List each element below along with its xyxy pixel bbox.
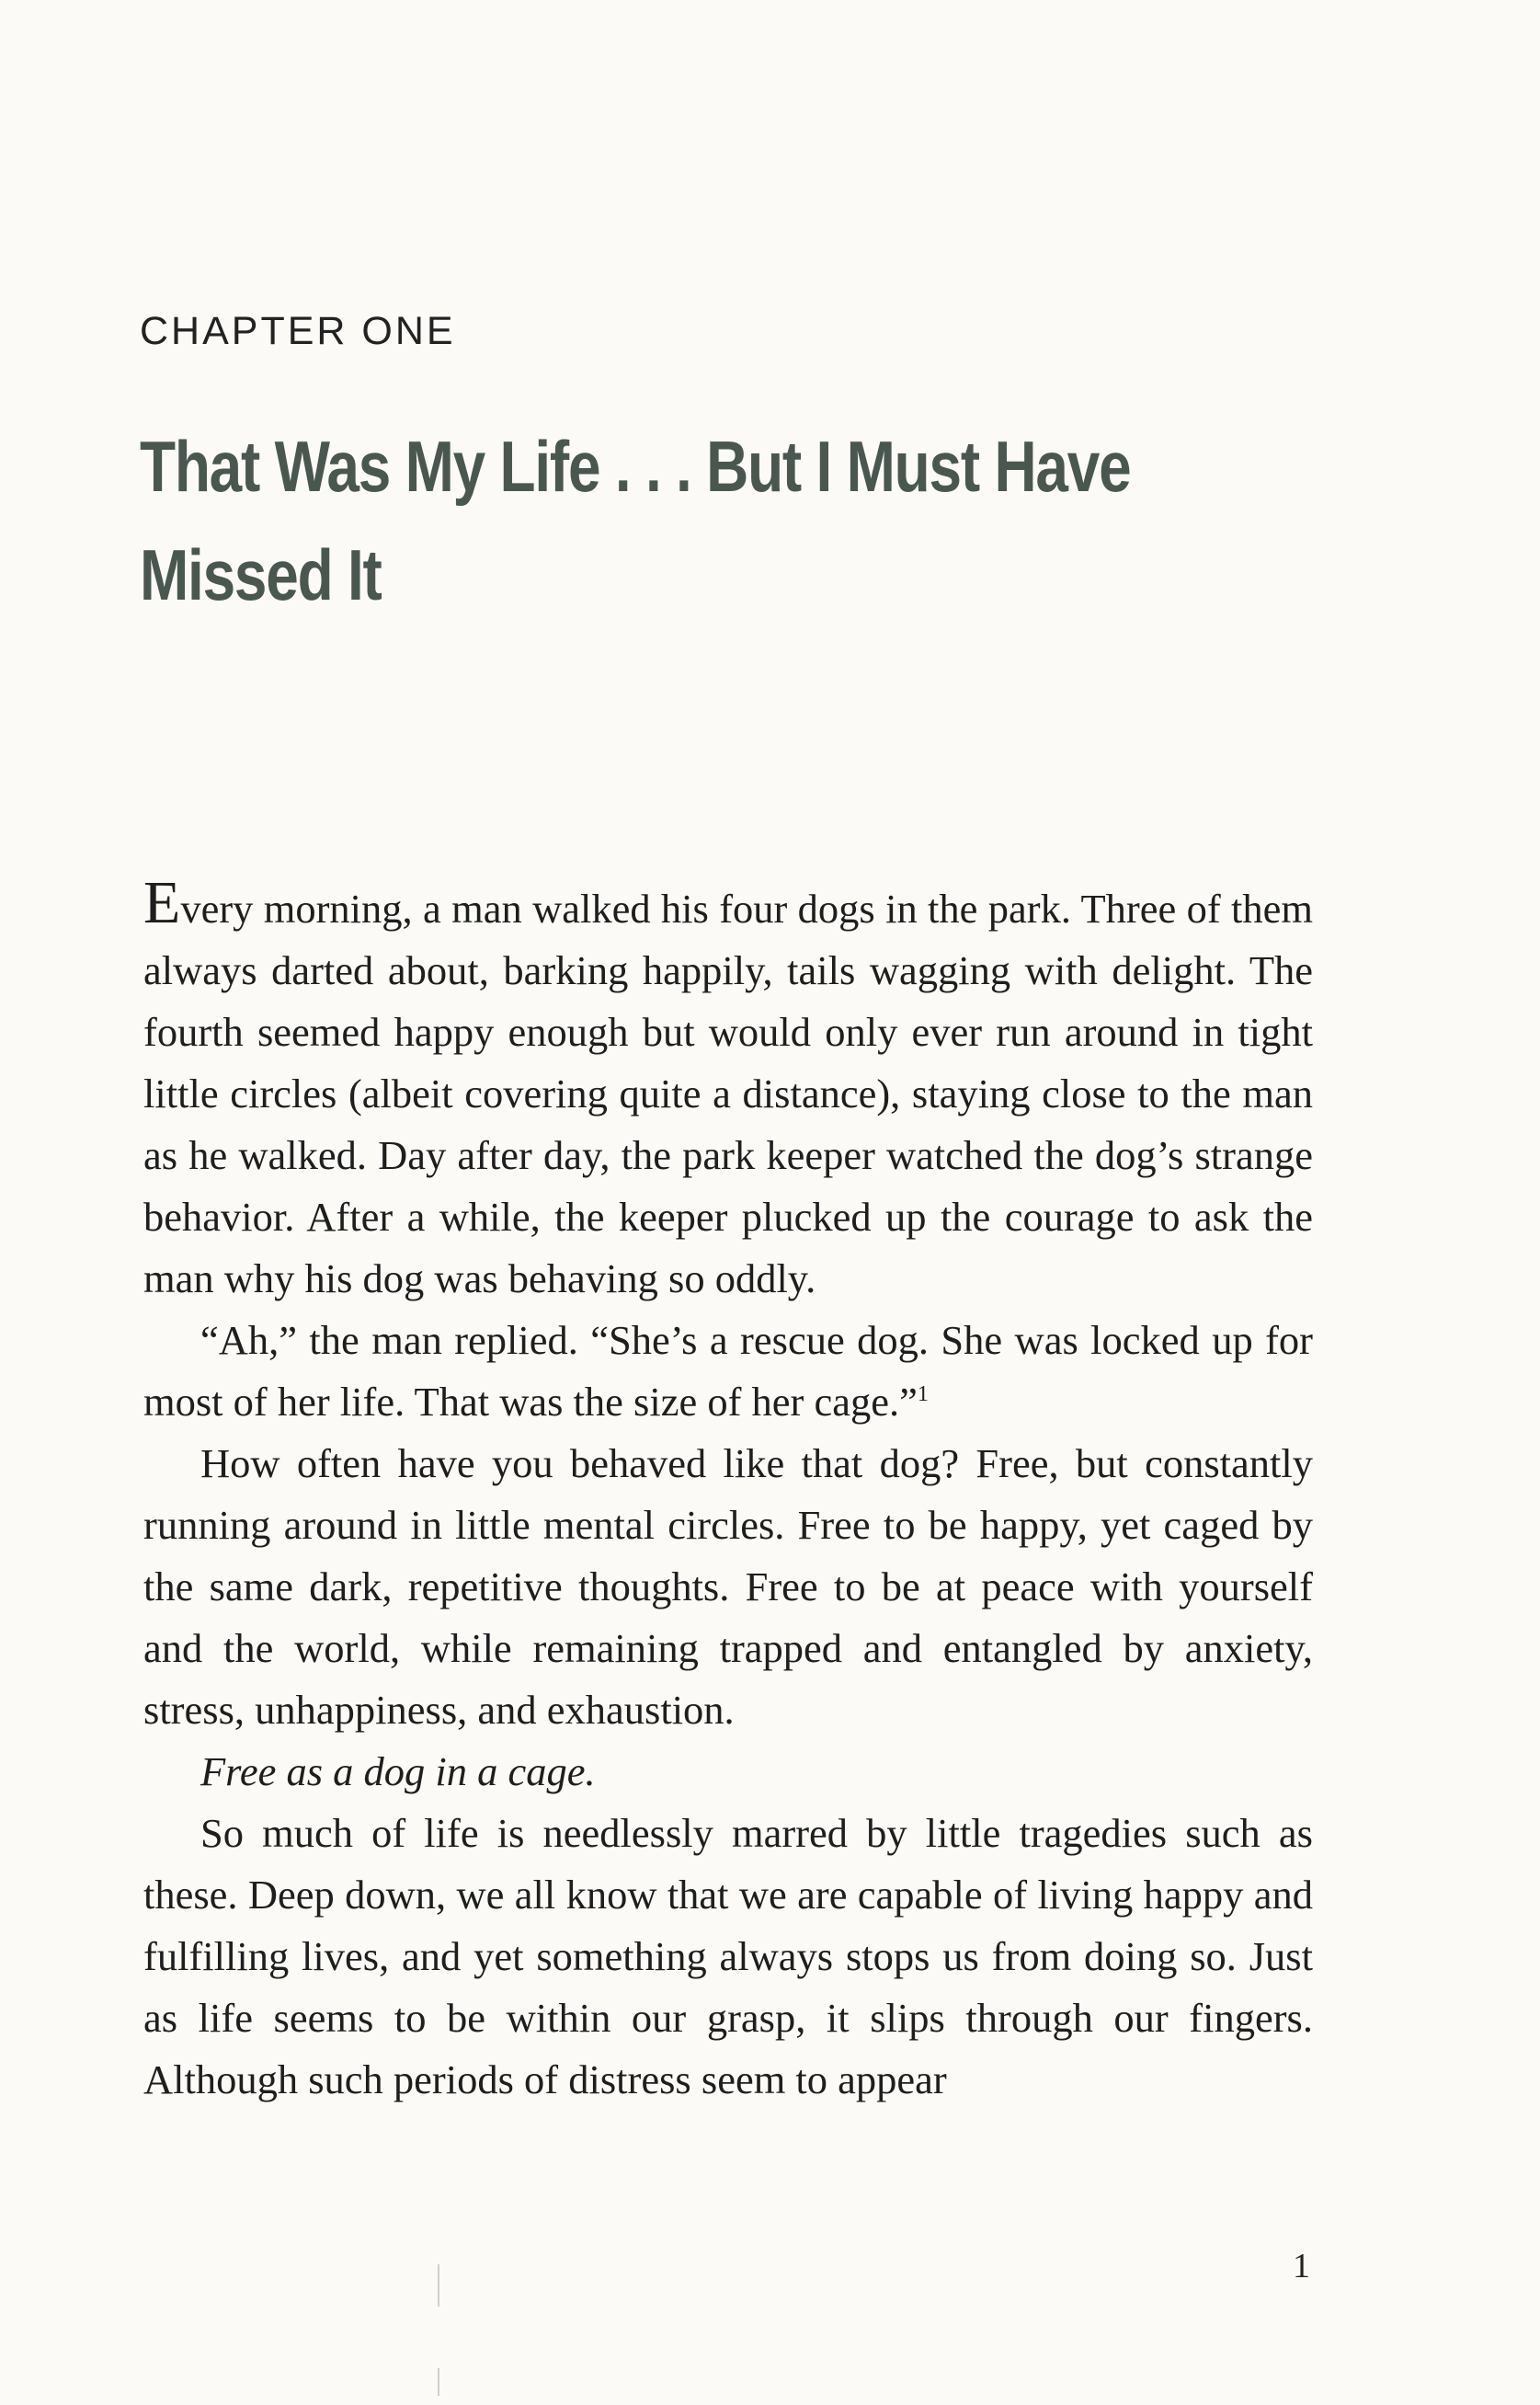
paragraph-2 [143, 1310, 1313, 1433]
chapter-label: CHAPTER ONE [140, 309, 456, 353]
chapter-title-line-2: Missed It [140, 534, 382, 615]
chapter-title-line-1: That Was My Life . . . But I Must Have [140, 426, 1131, 507]
footnote-reference[interactable]: 1 [917, 1382, 929, 1407]
page-number: 1 [1293, 2247, 1310, 2285]
paragraph-2-text: “Ah,” the man replied. “She’s a rescue dog. She was locked up for most of her life. That was the size of her cage.” [143, 1317, 1313, 1425]
paragraph-1-text: very morning, a man walked his four dogs in the park. Three of them always darted about, barking happily, tails wagging with delight. The fourth seemed happy enough but would only ever run around in tight little circles (albeit covering quite a distance), staying close to the man as he walked. Day after day, the park keeper watched the dog’s strange behavior. After a while, the keeper plucked up the courage to ask the man why his dog was behaving so oddly. [143, 886, 1313, 1301]
scan-artifact-line [438, 2264, 439, 2307]
scan-artifact-line [438, 2368, 439, 2396]
body-text [143, 869, 1313, 2111]
chapter-title [140, 412, 1131, 629]
paragraph-4-italic: Free as a dog in a cage. [200, 1748, 596, 1794]
paragraph-1 [143, 869, 1313, 1310]
drop-initial: E [143, 869, 181, 936]
paragraph-3: How often have you behaved like that dog? Free, but constantly running around in little mental circles. Free to be happy, yet caged by the same dark, repetitive thoughts. Free to be at peace with yourself and the world, while remaining trapped and entangled by anxiety, stress, unhappiness, and exhaustion. [143, 1440, 1313, 1733]
paragraph-5: So much of life is needlessly marred by little tragedies such as these. Deep down, we all know that we are capable of living happy and fulfilling lives, and yet something always stops us from doing so. Just as life seems to be within our grasp, it slips through our fingers. Although such periods of distress seem to appear [143, 1810, 1313, 2102]
